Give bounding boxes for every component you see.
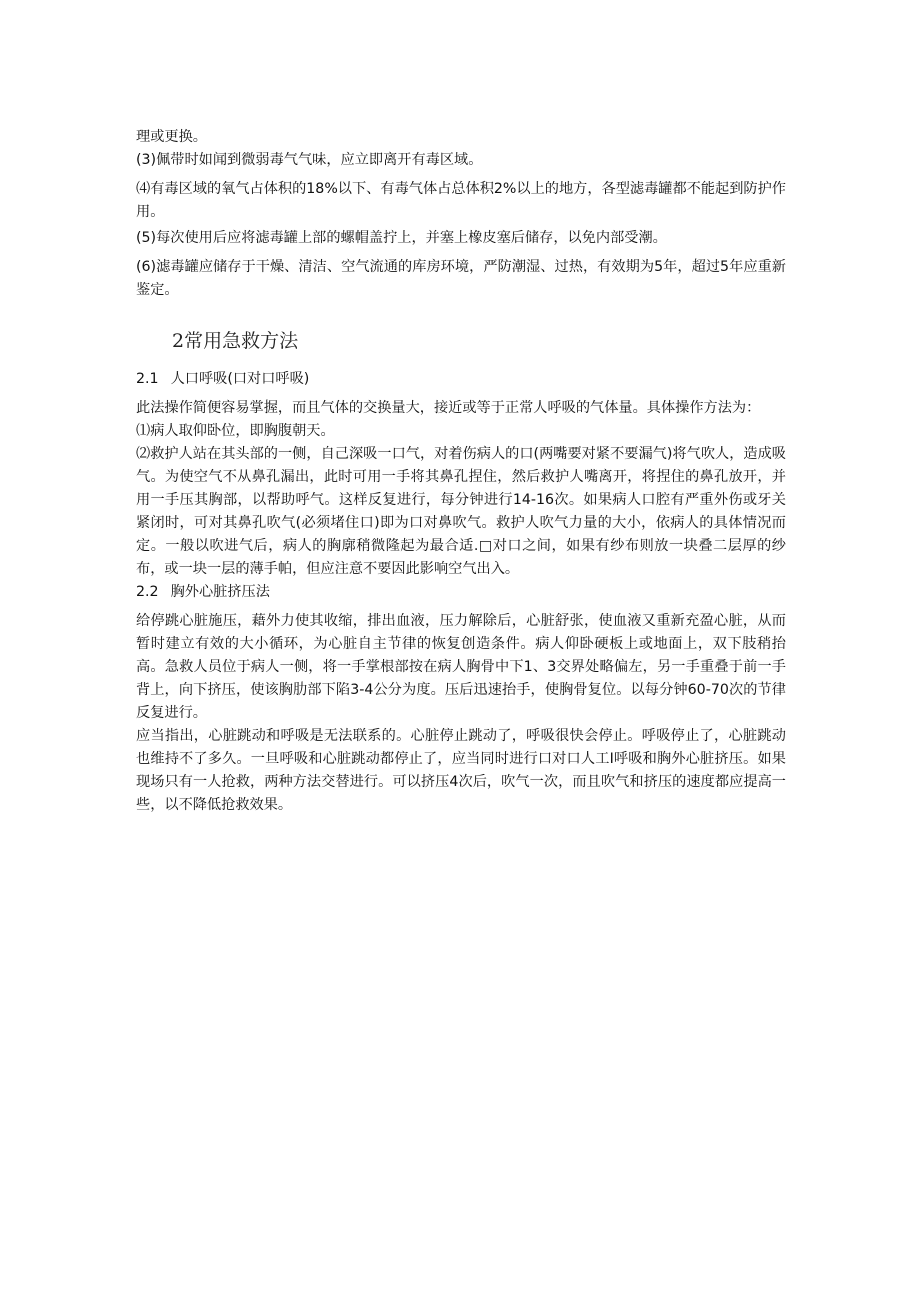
subsection-number: 2.1: [136, 371, 159, 387]
paragraph: 应当指出，心脏跳动和呼吸是无法联系的。心脏停止跳动了，呼吸很快会停止。呼吸停止了，心脏跳动也维持不了多久。一旦呼吸和心脏跳动都停止了，应当同时进行口对口人工I呼吸和胸外心脏挤压。如果现场只有一人抢救，两种方法交替进行。可以挤压4次后，吹气一次，而且吹气和挤压的速度都应提高一些，以不降低抢救效果。: [136, 728, 786, 813]
paragraph-continuation: 理或更换。: [136, 129, 207, 145]
list-item-4: ⑷有毒区域的氧气占体积的18%以下、有毒气体占总体积2%以上的地方，各型滤毒罐都不能起到防护作用。: [136, 181, 786, 220]
subsection-heading-2-2: [136, 581, 786, 604]
document-page: [136, 126, 786, 817]
paragraph: 给停跳心脏施压，藉外力使其收缩，排出血液，压力解除后，心脏舒张，使血液又重新充盈心脏，从而暂时建立有效的大小循环，为心脏自主节律的恢复创造条件。病人仰卧硬板上或地面上，双下肢稍抬高。急救人员位于病人一侧，将一手掌根部按在病人胸骨中下1、3交界处略偏左，另一手重叠于前一手背上，向下挤压，使该胸肋部下陷3-4公分为度。压后迅速抬手，使胸骨复位。以每分钟60-70次的节律反复进行。: [136, 613, 786, 721]
subsection-heading-2-1: [136, 368, 786, 391]
list-item-1: ⑴病人取仰卧位，即胸腹朝天。: [136, 423, 335, 439]
list-item-5: (5)每次使用后应将滤毒罐上部的螺帽盖拧上，并塞上橡皮塞后储存，以免内部受潮。: [136, 230, 667, 246]
list-item-2: ⑵救护人站在其头部的一侧，自己深吸一口气，对着伤病人的口(两嘴要对紧不要漏气)将气吹人，造成吸气。为使空气不从鼻孔漏出，此时可用一手将其鼻孔捏住，然后救护人嘴离开，将捏住的鼻孔放开，并用一手压其胸部，以帮助呼气。这样反复进行，每分钟进行14-16次。如果病人口腔有严重外伤或牙关紧闭时，可对其鼻孔吹气(必须堵住口)即为口对鼻吹气。救护人吹气力量的大小，依病人的具体情况而定。一般以吹进气后，病人的胸廓稍微隆起为最合适.□对口之间，如果有纱布则放一块叠二层厚的纱布，或一块一层的薄手帕，但应注意不要因此影响空气出入。: [136, 446, 786, 577]
subsection-number: 2.2: [136, 584, 159, 600]
paragraph: 此法操作简便容易掌握，而且气体的交换量大，接近或等于正常人呼吸的气体量。具体操作方法为：: [136, 400, 761, 416]
subsection-title: 胸外心脏挤压法: [170, 584, 270, 600]
list-item-3: (3)佩带时如闻到微弱毒气气味，应立即离开有毒区域。: [136, 152, 483, 168]
section-heading: 2常用急救方法: [172, 330, 299, 352]
subsection-title: 人口呼吸(口对口呼吸): [170, 371, 310, 387]
list-item-6: (6)滤毒罐应储存于干燥、清洁、空气流通的库房环境，严防潮湿、过热，有效期为5年，超过5年应重新鉴定。: [136, 259, 786, 298]
